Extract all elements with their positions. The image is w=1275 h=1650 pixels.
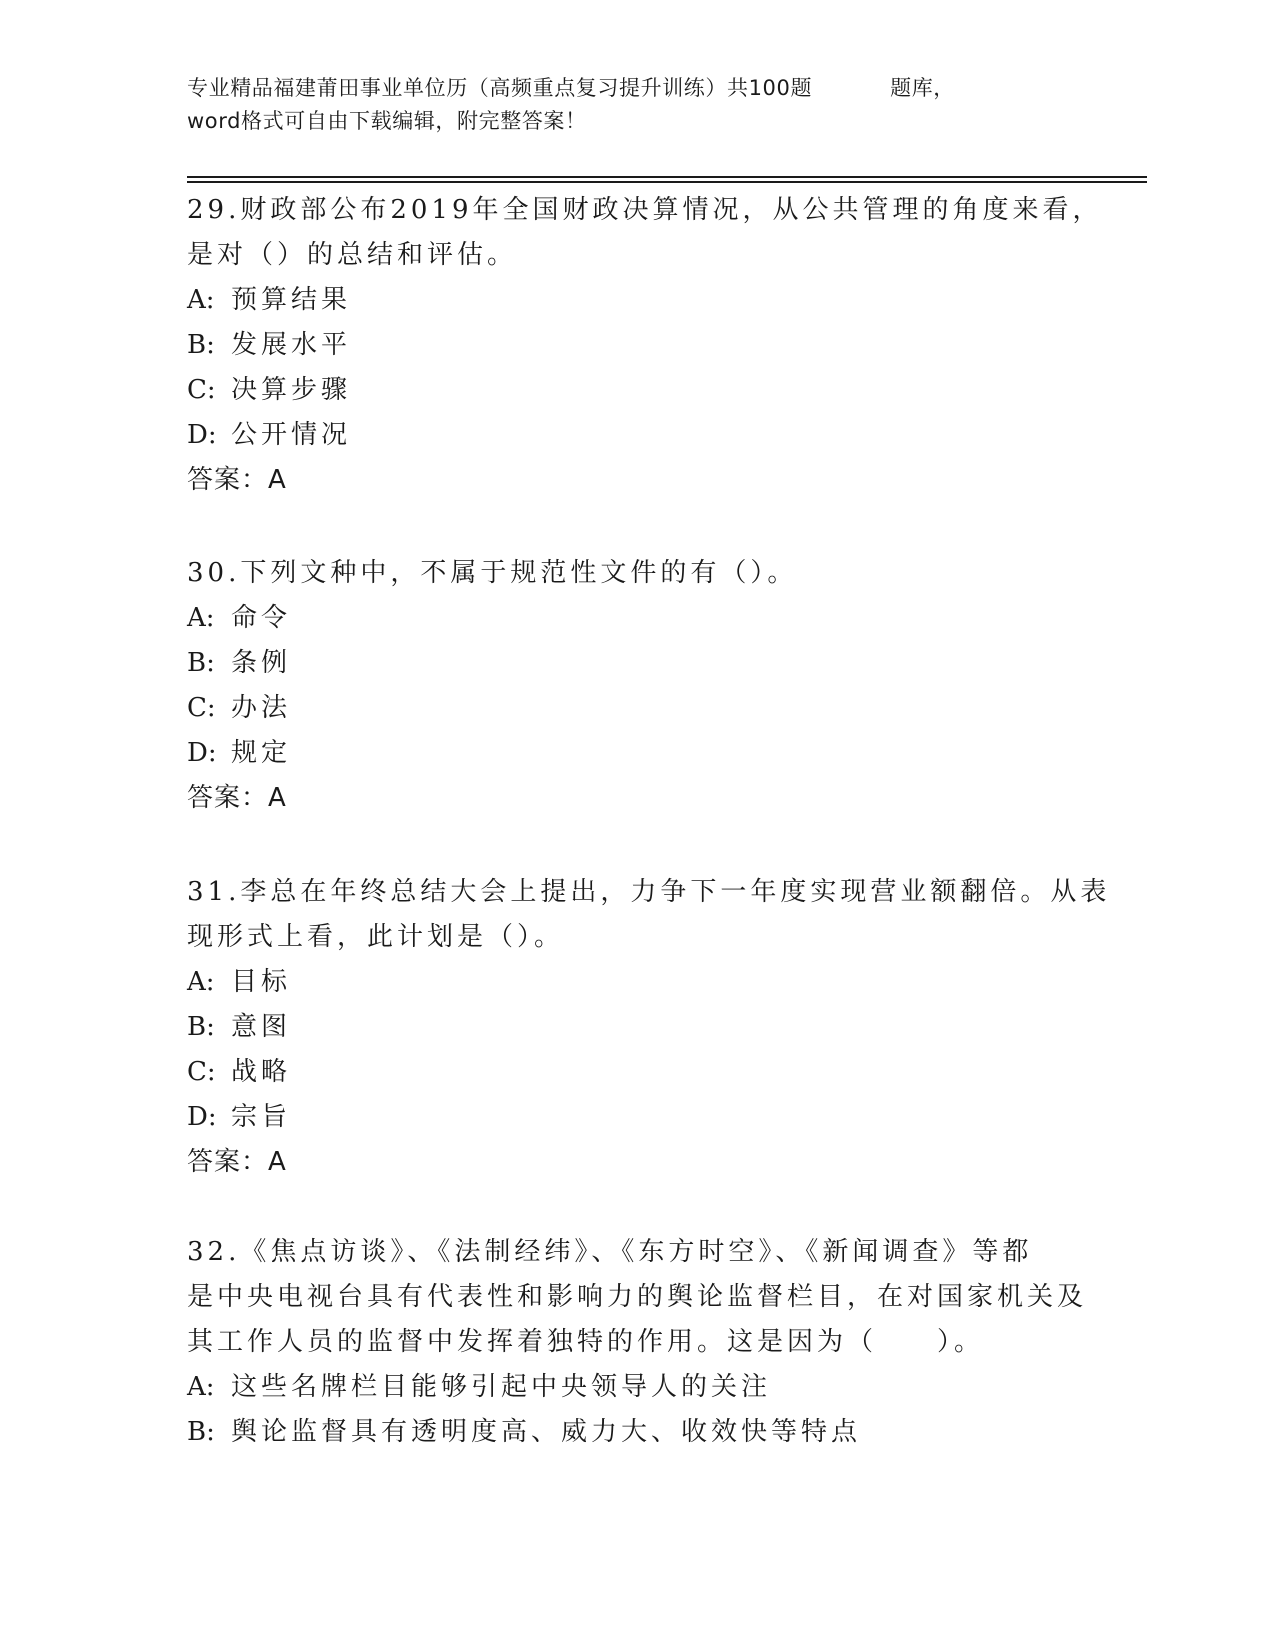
option-a	[187, 1365, 1087, 1410]
header-line-1	[187, 72, 1067, 105]
option-c	[187, 1050, 1087, 1095]
question-stem-line: 是对（）的总结和评估。	[187, 240, 518, 270]
option-text: 发展水平	[231, 330, 352, 360]
option-d	[187, 413, 1087, 458]
option-text: 这些名牌栏目能够引起中央领导人的关注	[231, 1372, 772, 1402]
option-d	[187, 731, 1087, 776]
option-text: 办法	[231, 693, 292, 723]
option-letter: C:	[187, 693, 216, 723]
option-letter: C:	[187, 1057, 216, 1087]
answer-line: 答案：A	[187, 783, 287, 813]
option-text: 战略	[231, 1057, 292, 1087]
question-stem-line: 30.下列文种中，不属于规范性文件的有（）。	[187, 558, 798, 588]
question-stem-line: 29.财政部公布2019年全国财政决算情况，从公共管理的角度来看，	[187, 195, 1103, 225]
option-letter: A:	[187, 1372, 215, 1402]
header-title-suffix: 题库，	[890, 76, 955, 100]
document-header	[187, 72, 1067, 138]
option-c	[187, 686, 1087, 731]
header-divider-bottom	[187, 181, 1147, 183]
option-d	[187, 1095, 1087, 1140]
option-c	[187, 368, 1087, 413]
option-letter: C:	[187, 375, 216, 405]
option-letter: D:	[187, 738, 217, 768]
option-a	[187, 960, 1087, 1005]
option-letter: A:	[187, 285, 215, 315]
question-32	[187, 1230, 1087, 1455]
option-a	[187, 278, 1087, 323]
option-text: 命令	[231, 603, 292, 633]
option-letter: B:	[187, 1012, 215, 1042]
option-text: 意图	[231, 1012, 292, 1042]
answer-line: 答案：A	[187, 465, 287, 495]
option-text: 宗旨	[231, 1102, 292, 1132]
option-b	[187, 641, 1087, 686]
header-line-2	[187, 105, 1067, 138]
question-stem-line: 32.《焦点访谈》、《法制经纬》、《东方时空》、《新闻调查》等都	[187, 1237, 1033, 1267]
question-29	[187, 188, 1103, 503]
option-b	[187, 1005, 1087, 1050]
option-text: 目标	[231, 967, 292, 997]
header-divider-top	[187, 176, 1147, 178]
answer-line: 答案：A	[187, 1147, 287, 1177]
question-31	[187, 870, 1111, 1185]
option-letter: D:	[187, 420, 217, 450]
question-30	[187, 551, 1087, 821]
option-letter: A:	[187, 603, 215, 633]
question-stem-line: 是中央电视台具有代表性和影响力的舆论监督栏目，在对国家机关及	[187, 1282, 1088, 1312]
option-b	[187, 1410, 1087, 1455]
option-b	[187, 323, 1087, 368]
option-text: 条例	[231, 648, 292, 678]
option-letter: B:	[187, 648, 215, 678]
option-letter: D:	[187, 1102, 217, 1132]
option-letter: B:	[187, 1417, 215, 1447]
question-stem-line: 31.李总在年终总结大会上提出，力争下一年度实现营业额翻倍。从表	[187, 877, 1111, 907]
option-a	[187, 596, 1087, 641]
option-text: 舆论监督具有透明度高、威力大、收效快等特点	[231, 1417, 862, 1447]
question-stem-line: 其工作人员的监督中发挥着独特的作用。这是因为（ ）。	[187, 1327, 985, 1357]
option-text: 预算结果	[231, 285, 352, 315]
header-subtitle: word格式可自由下载编辑，附完整答案！	[187, 109, 587, 133]
question-stem-line: 现形式上看，此计划是（）。	[187, 922, 565, 952]
option-text: 规定	[231, 738, 292, 768]
option-letter: B:	[187, 330, 215, 360]
option-text: 公开情况	[231, 420, 352, 450]
option-text: 决算步骤	[231, 375, 352, 405]
header-title: 专业精品福建莆田事业单位历（高频重点复习提升训练）共100题	[187, 76, 813, 100]
option-letter: A:	[187, 967, 215, 997]
